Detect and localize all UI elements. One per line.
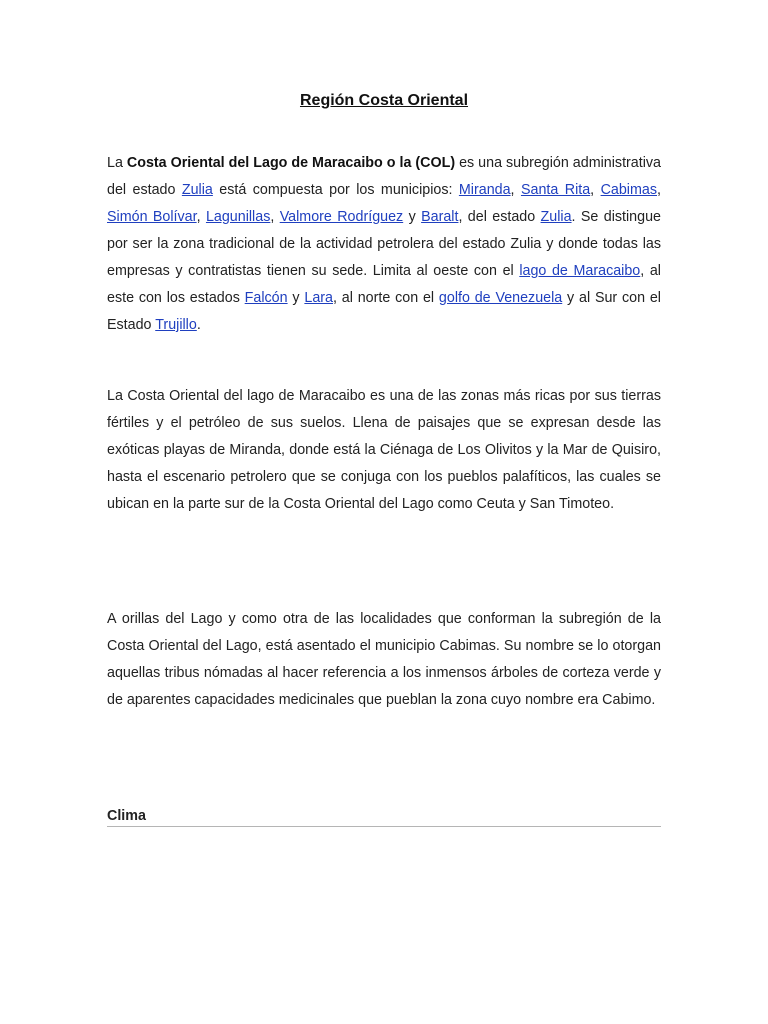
- text-span: . Se distingue por ser la zona tradicional de la actividad petrolera del estado Zulia y donde todas las empresas y contratistas tienen su sede. Limita al oeste con el: [107, 209, 661, 279]
- text-span: y al Sur con el Estado: [107, 290, 661, 333]
- text-span: está compuesta por los municipios:: [212, 182, 459, 198]
- text-span: La: [107, 155, 127, 171]
- link-valmore-rodriguez[interactable]: Valmore Rodríguez: [279, 209, 404, 225]
- bold-term: Costa Oriental del Lago de Maracaibo o la (COL): [126, 155, 456, 171]
- link-lago-de-maracaibo[interactable]: lago de Maracaibo: [519, 263, 641, 279]
- text-span: .: [196, 317, 201, 333]
- text-span: , del estado: [458, 209, 541, 225]
- section-heading-clima: Clima: [107, 806, 661, 827]
- paragraph-intro: [107, 150, 661, 339]
- text-span: ,: [270, 209, 280, 225]
- text-span: y: [403, 209, 422, 225]
- link-santa-rita[interactable]: Santa Rita: [520, 182, 591, 198]
- text-span: ,: [510, 182, 521, 198]
- paragraph-cabimas: A orillas del Lago y como otra de las localidades que conforman la subregión de la Costa Oriental del Lago, está asentado el municipio Cabimas. Su nombre se lo otorgan aquellas tribus nómadas al hacer referencia a los inmensos árboles de corteza verde y de aparentes capacidades medicinales que pueblan la zona cuyo nombre era Cabimo.: [107, 611, 661, 708]
- text-span: ,: [196, 209, 206, 225]
- link-miranda[interactable]: Miranda: [458, 182, 511, 198]
- paragraph-riquezas: La Costa Oriental del lago de Maracaibo es una de las zonas más ricas por sus tierras fértiles y el petróleo de sus suelos. Llena de paisajes que se expresan desde las exóticas playas de Miranda, donde está la Ciénaga de Los Olivitos y la Mar de Quisiro, hasta el escenario petrolero que se conjuga con los pueblos palafíticos, las cuales se ubican en la parte sur de la Costa Oriental del Lago como Ceuta y San Timoteo.: [107, 388, 661, 512]
- link-zulia[interactable]: Zulia: [181, 182, 213, 198]
- link-simon-bolivar[interactable]: Simón Bolívar: [107, 209, 197, 225]
- link-cabimas[interactable]: Cabimas: [600, 182, 657, 198]
- link-lagunillas[interactable]: Lagunillas: [205, 209, 271, 225]
- link-trujillo[interactable]: Trujillo: [155, 317, 197, 333]
- link-zulia-2[interactable]: Zulia: [540, 209, 572, 225]
- text-span: y: [287, 290, 305, 306]
- text-span: ,: [590, 182, 601, 198]
- link-baralt[interactable]: Baralt: [421, 209, 459, 225]
- text-span: , al norte con el: [333, 290, 439, 306]
- link-golfo-de-venezuela[interactable]: golfo de Venezuela: [438, 290, 563, 306]
- text-span: es una subregión administrativa del estado: [107, 155, 661, 198]
- page-title: Región Costa Oriental: [299, 92, 469, 109]
- link-lara[interactable]: Lara: [304, 290, 333, 306]
- link-falcon[interactable]: Falcón: [244, 290, 288, 306]
- text-span: , al este con los estados: [107, 263, 661, 306]
- text-span: ,: [657, 182, 661, 198]
